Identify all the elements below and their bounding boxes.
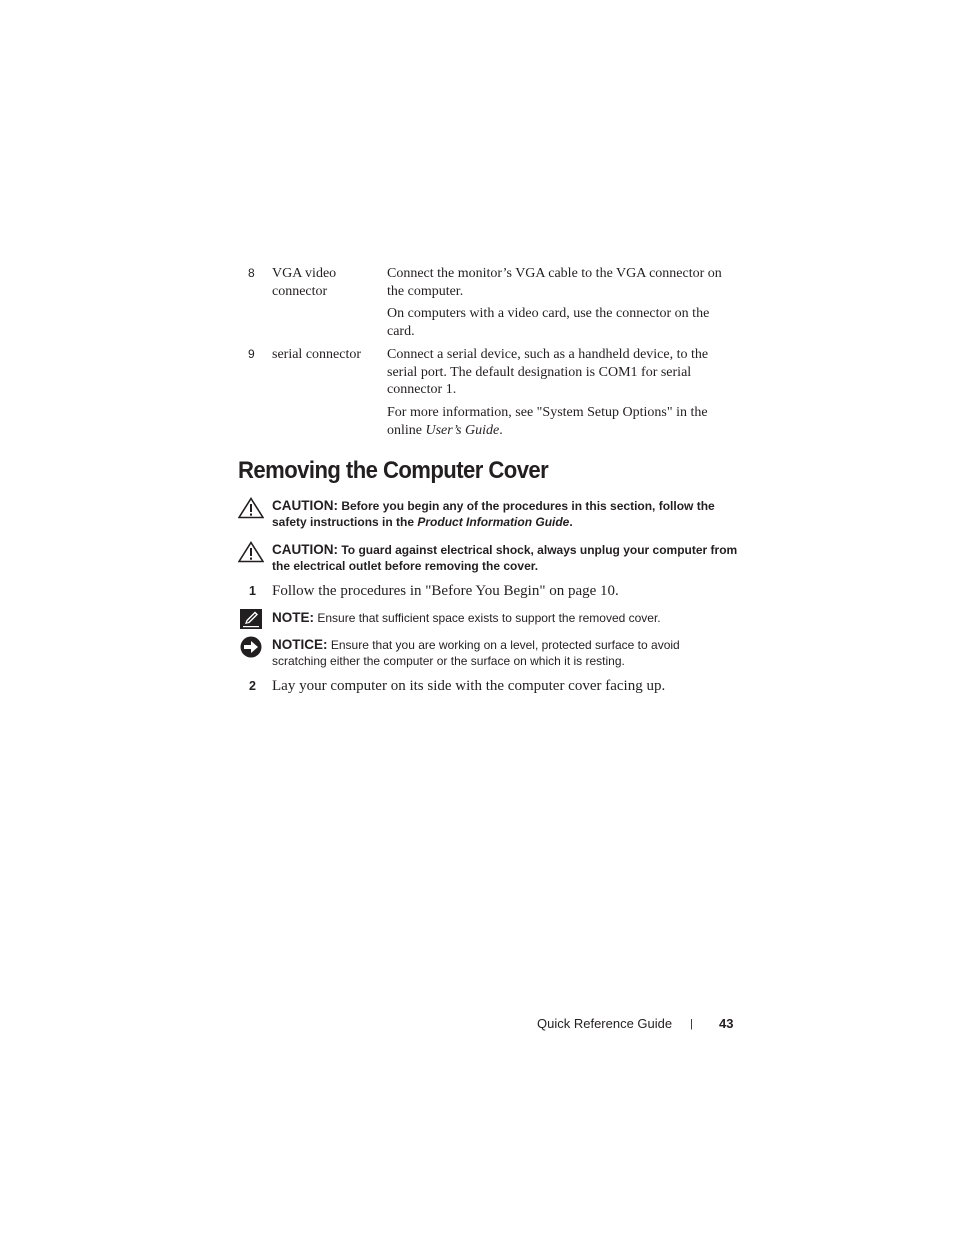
desc-text: online xyxy=(387,422,426,438)
caution-label: CAUTION: xyxy=(272,542,338,557)
notice-text xyxy=(272,636,742,654)
step-text: Lay your computer on its side with the computer cover facing up. xyxy=(272,678,666,694)
caution-line xyxy=(272,514,742,531)
caution-text xyxy=(272,497,742,515)
footer-separator: | xyxy=(690,1018,693,1030)
table-row-description xyxy=(387,265,737,300)
desc-line: For more information, see "System Setup Options" in the xyxy=(387,405,708,420)
table-row-number: 8 xyxy=(248,266,255,280)
guide-title: Product Information Guide xyxy=(417,515,570,529)
desc-line: serial port. The default designation is COM1 for serial xyxy=(387,364,692,380)
step-number: 1 xyxy=(249,584,256,598)
desc-line: connector 1. xyxy=(387,382,457,397)
note-line: Ensure that sufficient space exists to support the removed cover. xyxy=(317,611,661,625)
caution-line: the electrical outlet before removing the cover. xyxy=(272,559,539,573)
table-row-name xyxy=(272,265,336,300)
caution-triangle-icon xyxy=(238,497,264,519)
desc-line: On computers with a video card, use the connector on the xyxy=(387,306,710,321)
table-row-description xyxy=(387,346,737,399)
page-number: 43 xyxy=(719,1016,734,1031)
desc-line: card. xyxy=(387,323,415,339)
caution-text xyxy=(272,541,742,559)
note-pencil-icon xyxy=(240,609,262,629)
notice-arrow-icon xyxy=(239,636,263,658)
caution-block xyxy=(238,497,738,533)
note-block xyxy=(238,609,738,629)
desc-line xyxy=(387,422,737,440)
desc-line: Connect a serial device, such as a handheld device, to the xyxy=(387,347,709,362)
section-title: Removing the Computer Cover xyxy=(238,457,549,484)
notice-label: NOTICE: xyxy=(272,637,328,652)
table-row-number: 9 xyxy=(248,347,255,361)
desc-line: Connect the monitor’s VGA cable to the VGA connector on xyxy=(387,266,722,281)
table-row-name: serial connector xyxy=(272,347,362,362)
notice-line: scratching either the computer or the surface on which it is resting. xyxy=(272,654,625,668)
caution-line-text: safety instructions in the xyxy=(272,515,418,529)
step-text: Follow the procedures in "Before You Begin" on page 10. xyxy=(272,583,619,599)
table-row-description xyxy=(387,404,737,439)
notice-block xyxy=(238,636,738,672)
step-item xyxy=(249,677,665,696)
caution-line: Before you begin any of the procedures in this section, follow the xyxy=(341,499,715,513)
desc-line: the computer. xyxy=(387,283,464,299)
caution-line-text: . xyxy=(569,515,573,529)
note-label: NOTE: xyxy=(272,610,314,625)
caution-triangle-icon xyxy=(238,541,264,563)
step-item xyxy=(249,582,619,601)
name-line: connector xyxy=(272,283,328,299)
guide-title: User’s Guide xyxy=(425,422,500,438)
footer-guide-name: Quick Reference Guide xyxy=(537,1016,673,1031)
caution-block xyxy=(238,541,738,577)
caution-line: To guard against electrical shock, always unplug your computer from xyxy=(341,543,738,557)
step-number: 2 xyxy=(249,679,256,693)
caution-label: CAUTION: xyxy=(272,498,338,513)
name-line: VGA video xyxy=(272,266,337,281)
note-text xyxy=(272,609,742,627)
notice-line: Ensure that you are working on a level, protected surface to avoid xyxy=(330,638,680,652)
desc-text: . xyxy=(499,422,503,438)
table-row-description xyxy=(387,305,737,340)
